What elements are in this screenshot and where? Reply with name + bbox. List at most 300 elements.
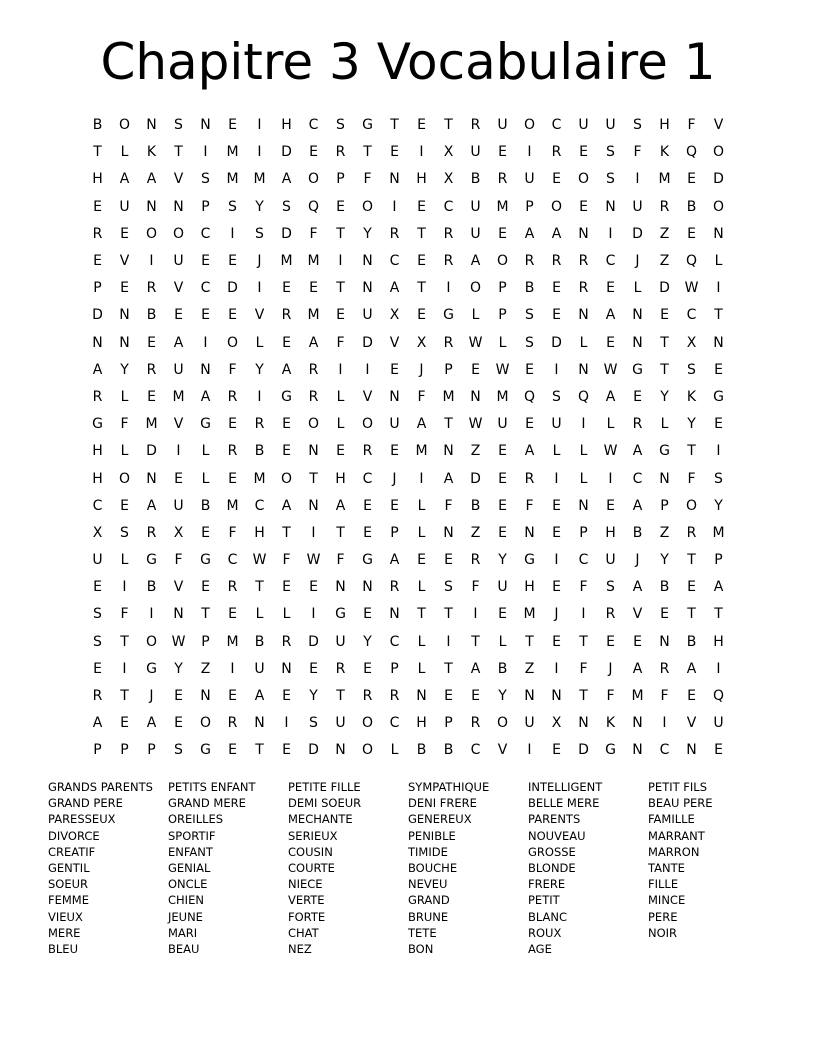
grid-letter[interactable]: R <box>443 253 454 270</box>
grid-letter[interactable]: N <box>389 171 400 188</box>
grid-letter[interactable]: U <box>524 715 535 732</box>
grid-letter[interactable]: F <box>120 416 129 433</box>
grid-letter[interactable]: G <box>146 552 157 569</box>
grid-letter[interactable]: T <box>336 225 345 242</box>
grid-letter[interactable]: N <box>119 334 130 351</box>
grid-letter[interactable]: V <box>173 280 184 297</box>
grid-letter[interactable]: N <box>146 198 157 215</box>
grid-letter[interactable]: Z <box>470 524 481 541</box>
grid-letter[interactable]: R <box>92 688 103 705</box>
grid-letter[interactable]: E <box>282 443 291 460</box>
grid-letter[interactable]: N <box>173 606 184 623</box>
grid-letter[interactable]: U <box>605 117 616 134</box>
grid-letter[interactable]: T <box>120 633 129 650</box>
grid-letter[interactable]: O <box>712 144 725 161</box>
grid-letter[interactable]: A <box>605 388 616 405</box>
grid-letter[interactable]: E <box>228 253 237 270</box>
grid-letter[interactable]: E <box>552 280 561 297</box>
grid-letter[interactable]: W <box>468 416 483 433</box>
grid-letter[interactable]: E <box>228 416 237 433</box>
grid-letter[interactable]: D <box>281 144 292 161</box>
grid-letter[interactable]: Z <box>659 524 670 541</box>
grid-letter[interactable]: C <box>389 633 400 650</box>
grid-letter[interactable]: E <box>552 633 561 650</box>
grid-letter[interactable]: A <box>632 660 643 677</box>
grid-letter[interactable]: U <box>92 552 103 569</box>
grid-letter[interactable]: E <box>309 660 318 677</box>
grid-letter[interactable]: N <box>578 361 589 378</box>
grid-letter[interactable]: V <box>497 742 508 759</box>
grid-letter[interactable]: S <box>633 117 642 134</box>
grid-letter[interactable]: U <box>362 307 373 324</box>
grid-letter[interactable]: O <box>172 225 185 242</box>
grid-letter[interactable]: A <box>524 225 535 242</box>
grid-letter[interactable]: L <box>498 334 507 351</box>
grid-letter[interactable]: L <box>633 280 642 297</box>
grid-letter[interactable]: I <box>365 361 370 378</box>
grid-letter[interactable]: E <box>147 388 156 405</box>
grid-letter[interactable]: B <box>146 307 157 324</box>
grid-letter[interactable]: O <box>550 198 563 215</box>
grid-letter[interactable]: D <box>713 171 724 188</box>
grid-letter[interactable]: L <box>417 497 426 514</box>
grid-letter[interactable]: G <box>200 552 211 569</box>
grid-letter[interactable]: R <box>443 225 454 242</box>
grid-letter[interactable]: F <box>309 225 318 242</box>
grid-letter[interactable]: L <box>255 334 264 351</box>
grid-letter[interactable]: D <box>281 225 292 242</box>
grid-letter[interactable]: A <box>713 579 724 596</box>
grid-letter[interactable]: U <box>713 715 724 732</box>
grid-letter[interactable]: J <box>635 253 640 270</box>
grid-letter[interactable]: L <box>120 443 129 460</box>
grid-letter[interactable]: K <box>605 715 616 732</box>
grid-letter[interactable]: T <box>336 524 345 541</box>
grid-letter[interactable]: E <box>417 117 426 134</box>
grid-letter[interactable]: M <box>496 198 509 215</box>
grid-letter[interactable]: N <box>551 688 562 705</box>
grid-letter[interactable]: R <box>497 171 508 188</box>
grid-letter[interactable]: S <box>255 225 264 242</box>
grid-letter[interactable]: D <box>146 443 157 460</box>
grid-letter[interactable]: O <box>280 470 293 487</box>
grid-letter[interactable]: S <box>606 171 615 188</box>
grid-letter[interactable]: E <box>498 225 507 242</box>
grid-letter[interactable]: A <box>254 688 265 705</box>
grid-letter[interactable]: B <box>686 633 697 650</box>
grid-letter[interactable]: L <box>417 660 426 677</box>
grid-letter[interactable]: U <box>173 253 184 270</box>
grid-letter[interactable]: A <box>389 280 400 297</box>
grid-letter[interactable]: C <box>308 117 319 134</box>
grid-letter[interactable]: N <box>470 388 481 405</box>
grid-letter[interactable]: P <box>525 198 534 215</box>
grid-letter[interactable]: E <box>228 742 237 759</box>
grid-letter[interactable]: Y <box>363 225 372 242</box>
grid-letter[interactable]: E <box>498 470 507 487</box>
grid-letter[interactable]: P <box>444 361 453 378</box>
grid-letter[interactable]: M <box>226 171 239 188</box>
grid-letter[interactable]: R <box>470 552 481 569</box>
grid-letter[interactable]: W <box>495 361 510 378</box>
grid-letter[interactable]: L <box>417 524 426 541</box>
grid-letter[interactable]: E <box>228 688 237 705</box>
grid-letter[interactable]: E <box>93 198 102 215</box>
grid-letter[interactable]: Z <box>470 443 481 460</box>
grid-letter[interactable]: U <box>470 225 481 242</box>
grid-letter[interactable]: H <box>254 524 265 541</box>
grid-letter[interactable]: M <box>415 443 428 460</box>
grid-letter[interactable]: M <box>631 688 644 705</box>
grid-letter[interactable]: E <box>174 688 183 705</box>
grid-letter[interactable]: G <box>200 742 211 759</box>
grid-letter[interactable]: B <box>659 579 670 596</box>
grid-letter[interactable]: P <box>660 497 669 514</box>
grid-letter[interactable]: B <box>686 198 697 215</box>
grid-letter[interactable]: A <box>92 715 103 732</box>
grid-letter[interactable]: E <box>498 443 507 460</box>
grid-letter[interactable]: E <box>498 144 507 161</box>
grid-letter[interactable]: R <box>686 524 697 541</box>
grid-letter[interactable]: H <box>92 171 103 188</box>
grid-letter[interactable]: E <box>120 715 129 732</box>
grid-letter[interactable]: E <box>336 443 345 460</box>
grid-letter[interactable]: U <box>524 171 535 188</box>
grid-letter[interactable]: M <box>712 524 725 541</box>
grid-letter[interactable]: T <box>255 579 264 596</box>
grid-letter[interactable]: E <box>552 307 561 324</box>
grid-letter[interactable]: D <box>308 633 319 650</box>
grid-letter[interactable]: D <box>92 307 103 324</box>
grid-letter[interactable]: M <box>523 606 536 623</box>
grid-letter[interactable]: E <box>309 280 318 297</box>
grid-letter[interactable]: E <box>120 225 129 242</box>
grid-letter[interactable]: T <box>363 144 372 161</box>
grid-letter[interactable]: R <box>92 225 103 242</box>
grid-letter[interactable]: F <box>282 552 291 569</box>
grid-letter[interactable]: E <box>174 715 183 732</box>
grid-letter[interactable]: O <box>307 171 320 188</box>
grid-letter[interactable]: G <box>362 552 373 569</box>
grid-letter[interactable]: R <box>389 225 400 242</box>
grid-letter[interactable]: E <box>660 606 669 623</box>
grid-letter[interactable]: R <box>551 253 562 270</box>
grid-letter[interactable]: G <box>524 552 535 569</box>
grid-letter[interactable]: J <box>554 606 559 623</box>
grid-letter[interactable]: A <box>632 579 643 596</box>
grid-letter[interactable]: E <box>606 497 615 514</box>
grid-letter[interactable]: G <box>92 416 103 433</box>
grid-letter[interactable]: I <box>257 144 262 161</box>
grid-letter[interactable]: C <box>227 552 238 569</box>
grid-letter[interactable]: E <box>579 198 588 215</box>
grid-letter[interactable]: P <box>147 742 156 759</box>
grid-letter[interactable]: U <box>389 416 400 433</box>
grid-letter[interactable]: E <box>174 307 183 324</box>
grid-letter[interactable]: M <box>658 171 671 188</box>
grid-letter[interactable]: I <box>716 660 721 677</box>
grid-letter[interactable]: U <box>497 579 508 596</box>
grid-letter[interactable]: R <box>578 280 589 297</box>
grid-letter[interactable]: L <box>579 334 588 351</box>
grid-letter[interactable]: O <box>523 117 536 134</box>
grid-letter[interactable]: O <box>469 280 482 297</box>
grid-letter[interactable]: U <box>632 198 643 215</box>
grid-letter[interactable]: I <box>527 144 532 161</box>
grid-letter[interactable]: E <box>201 253 210 270</box>
grid-letter[interactable]: N <box>389 388 400 405</box>
grid-letter[interactable]: Q <box>307 198 320 215</box>
grid-letter[interactable]: C <box>605 253 616 270</box>
grid-letter[interactable]: S <box>444 579 453 596</box>
grid-letter[interactable]: V <box>254 307 265 324</box>
grid-letter[interactable]: I <box>419 144 424 161</box>
grid-letter[interactable]: A <box>281 497 292 514</box>
grid-letter[interactable]: N <box>713 334 724 351</box>
grid-letter[interactable]: D <box>308 742 319 759</box>
grid-letter[interactable]: B <box>254 443 265 460</box>
grid-letter[interactable]: L <box>120 552 129 569</box>
grid-letter[interactable]: W <box>171 633 186 650</box>
grid-letter[interactable]: O <box>361 742 374 759</box>
grid-letter[interactable]: H <box>605 524 616 541</box>
grid-letter[interactable]: I <box>419 470 424 487</box>
grid-letter[interactable]: R <box>227 388 238 405</box>
grid-letter[interactable]: P <box>444 715 453 732</box>
grid-letter[interactable]: A <box>470 253 481 270</box>
grid-letter[interactable]: T <box>336 688 345 705</box>
grid-letter[interactable]: T <box>201 606 210 623</box>
grid-letter[interactable]: I <box>527 742 532 759</box>
grid-letter[interactable]: U <box>470 144 481 161</box>
grid-letter[interactable]: T <box>660 334 669 351</box>
grid-letter[interactable]: E <box>228 606 237 623</box>
grid-letter[interactable]: T <box>444 117 453 134</box>
grid-letter[interactable]: L <box>552 443 561 460</box>
grid-letter[interactable]: F <box>228 524 237 541</box>
grid-letter[interactable]: M <box>496 388 509 405</box>
grid-letter[interactable]: S <box>525 334 534 351</box>
grid-letter[interactable]: S <box>525 307 534 324</box>
grid-letter[interactable]: N <box>605 198 616 215</box>
grid-letter[interactable]: A <box>200 388 211 405</box>
grid-letter[interactable]: E <box>228 117 237 134</box>
grid-letter[interactable]: R <box>443 334 454 351</box>
grid-letter[interactable]: Q <box>712 688 725 705</box>
grid-letter[interactable]: F <box>687 470 696 487</box>
grid-letter[interactable]: S <box>714 470 723 487</box>
grid-letter[interactable]: E <box>579 144 588 161</box>
grid-letter[interactable]: G <box>281 388 292 405</box>
grid-letter[interactable]: O <box>145 225 158 242</box>
grid-letter[interactable]: N <box>308 443 319 460</box>
grid-letter[interactable]: N <box>335 742 346 759</box>
grid-letter[interactable]: C <box>200 280 211 297</box>
grid-letter[interactable]: F <box>444 497 453 514</box>
grid-letter[interactable]: A <box>632 443 643 460</box>
grid-letter[interactable]: X <box>551 715 562 732</box>
grid-letter[interactable]: G <box>605 742 616 759</box>
grid-letter[interactable]: R <box>281 633 292 650</box>
grid-letter[interactable]: R <box>659 198 670 215</box>
grid-letter[interactable]: R <box>632 416 643 433</box>
grid-letter[interactable]: F <box>228 361 237 378</box>
grid-letter[interactable]: U <box>254 660 265 677</box>
grid-letter[interactable]: U <box>605 552 616 569</box>
grid-letter[interactable]: I <box>662 715 667 732</box>
grid-letter[interactable]: I <box>203 334 208 351</box>
grid-letter[interactable]: O <box>361 416 374 433</box>
grid-letter[interactable]: M <box>145 416 158 433</box>
grid-letter[interactable]: X <box>92 524 103 541</box>
grid-letter[interactable]: C <box>254 497 265 514</box>
grid-letter[interactable]: V <box>362 388 373 405</box>
grid-letter[interactable]: O <box>226 334 239 351</box>
grid-letter[interactable]: T <box>471 633 480 650</box>
grid-letter[interactable]: T <box>417 225 426 242</box>
grid-letter[interactable]: G <box>443 307 454 324</box>
grid-letter[interactable]: R <box>281 307 292 324</box>
grid-letter[interactable]: T <box>714 307 723 324</box>
grid-letter[interactable]: T <box>309 470 318 487</box>
grid-letter[interactable]: A <box>632 497 643 514</box>
grid-letter[interactable]: A <box>416 416 427 433</box>
grid-letter[interactable]: N <box>146 470 157 487</box>
grid-letter[interactable]: E <box>120 280 129 297</box>
grid-letter[interactable]: S <box>552 388 561 405</box>
grid-letter[interactable]: E <box>552 579 561 596</box>
grid-letter[interactable]: E <box>525 361 534 378</box>
grid-letter[interactable]: V <box>713 117 724 134</box>
grid-letter[interactable]: Q <box>685 253 698 270</box>
grid-letter[interactable]: R <box>227 579 238 596</box>
grid-letter[interactable]: I <box>446 633 451 650</box>
grid-letter[interactable]: N <box>200 117 211 134</box>
grid-letter[interactable]: X <box>173 524 184 541</box>
grid-letter[interactable]: B <box>632 524 643 541</box>
grid-letter[interactable]: U <box>119 198 130 215</box>
grid-letter[interactable]: N <box>362 280 373 297</box>
grid-letter[interactable]: B <box>497 660 508 677</box>
grid-letter[interactable]: A <box>686 660 697 677</box>
grid-letter[interactable]: V <box>389 334 400 351</box>
grid-letter[interactable]: E <box>552 497 561 514</box>
grid-letter[interactable]: F <box>471 579 480 596</box>
grid-letter[interactable]: T <box>93 144 102 161</box>
grid-letter[interactable]: O <box>199 715 212 732</box>
grid-letter[interactable]: R <box>335 660 346 677</box>
grid-letter[interactable]: W <box>603 361 618 378</box>
grid-letter[interactable]: E <box>417 198 426 215</box>
grid-letter[interactable]: G <box>632 361 643 378</box>
grid-letter[interactable]: N <box>146 117 157 134</box>
grid-letter[interactable]: M <box>253 470 266 487</box>
grid-letter[interactable]: I <box>473 606 478 623</box>
grid-letter[interactable]: P <box>714 552 723 569</box>
grid-letter[interactable]: I <box>149 606 154 623</box>
grid-letter[interactable]: L <box>336 388 345 405</box>
grid-letter[interactable]: E <box>471 688 480 705</box>
grid-letter[interactable]: D <box>632 225 643 242</box>
grid-letter[interactable]: E <box>687 579 696 596</box>
grid-letter[interactable]: T <box>390 117 399 134</box>
grid-letter[interactable]: U <box>173 497 184 514</box>
grid-letter[interactable]: E <box>606 280 615 297</box>
grid-letter[interactable]: V <box>173 579 184 596</box>
grid-letter[interactable]: F <box>579 660 588 677</box>
grid-letter[interactable]: P <box>390 660 399 677</box>
grid-letter[interactable]: R <box>146 524 157 541</box>
grid-letter[interactable]: G <box>335 606 346 623</box>
grid-letter[interactable]: E <box>336 198 345 215</box>
grid-letter[interactable]: N <box>632 715 643 732</box>
grid-letter[interactable]: N <box>659 633 670 650</box>
grid-letter[interactable]: E <box>93 660 102 677</box>
grid-letter[interactable]: E <box>363 524 372 541</box>
grid-letter[interactable]: B <box>470 171 481 188</box>
grid-letter[interactable]: F <box>336 552 345 569</box>
grid-letter[interactable]: T <box>714 606 723 623</box>
grid-letter[interactable]: W <box>684 280 699 297</box>
grid-letter[interactable]: T <box>525 633 534 650</box>
grid-letter[interactable]: I <box>716 280 721 297</box>
grid-letter[interactable]: E <box>201 307 210 324</box>
grid-letter[interactable]: S <box>309 715 318 732</box>
grid-letter[interactable]: N <box>362 579 373 596</box>
grid-letter[interactable]: M <box>253 171 266 188</box>
grid-letter[interactable]: C <box>92 497 103 514</box>
grid-letter[interactable]: A <box>605 307 616 324</box>
grid-letter[interactable]: L <box>390 742 399 759</box>
grid-letter[interactable]: R <box>362 443 373 460</box>
grid-letter[interactable]: R <box>659 660 670 677</box>
grid-letter[interactable]: E <box>390 361 399 378</box>
grid-letter[interactable]: Z <box>524 660 535 677</box>
grid-letter[interactable]: T <box>336 280 345 297</box>
grid-letter[interactable]: L <box>498 633 507 650</box>
grid-letter[interactable]: Z <box>659 225 670 242</box>
grid-letter[interactable]: R <box>254 416 265 433</box>
grid-letter[interactable]: E <box>282 579 291 596</box>
grid-letter[interactable]: V <box>173 171 184 188</box>
grid-letter[interactable]: I <box>338 253 343 270</box>
grid-letter[interactable]: I <box>446 280 451 297</box>
grid-letter[interactable]: T <box>579 633 588 650</box>
grid-letter[interactable]: N <box>200 361 211 378</box>
grid-letter[interactable]: A <box>119 171 130 188</box>
grid-letter[interactable]: I <box>257 280 262 297</box>
grid-letter[interactable]: U <box>551 416 562 433</box>
grid-letter[interactable]: N <box>578 307 589 324</box>
grid-letter[interactable]: C <box>200 225 211 242</box>
grid-letter[interactable]: R <box>524 470 535 487</box>
grid-letter[interactable]: R <box>227 443 238 460</box>
grid-letter[interactable]: R <box>92 388 103 405</box>
grid-letter[interactable]: H <box>713 633 724 650</box>
grid-letter[interactable]: M <box>226 497 239 514</box>
grid-letter[interactable]: Y <box>309 688 318 705</box>
grid-letter[interactable]: E <box>93 579 102 596</box>
grid-letter[interactable]: P <box>120 742 129 759</box>
grid-letter[interactable]: P <box>93 280 102 297</box>
grid-letter[interactable]: P <box>579 524 588 541</box>
grid-letter[interactable]: C <box>389 253 400 270</box>
grid-letter[interactable]: N <box>362 253 373 270</box>
grid-letter[interactable]: S <box>606 144 615 161</box>
grid-letter[interactable]: O <box>496 253 509 270</box>
grid-letter[interactable]: G <box>659 443 670 460</box>
grid-letter[interactable]: A <box>146 171 157 188</box>
